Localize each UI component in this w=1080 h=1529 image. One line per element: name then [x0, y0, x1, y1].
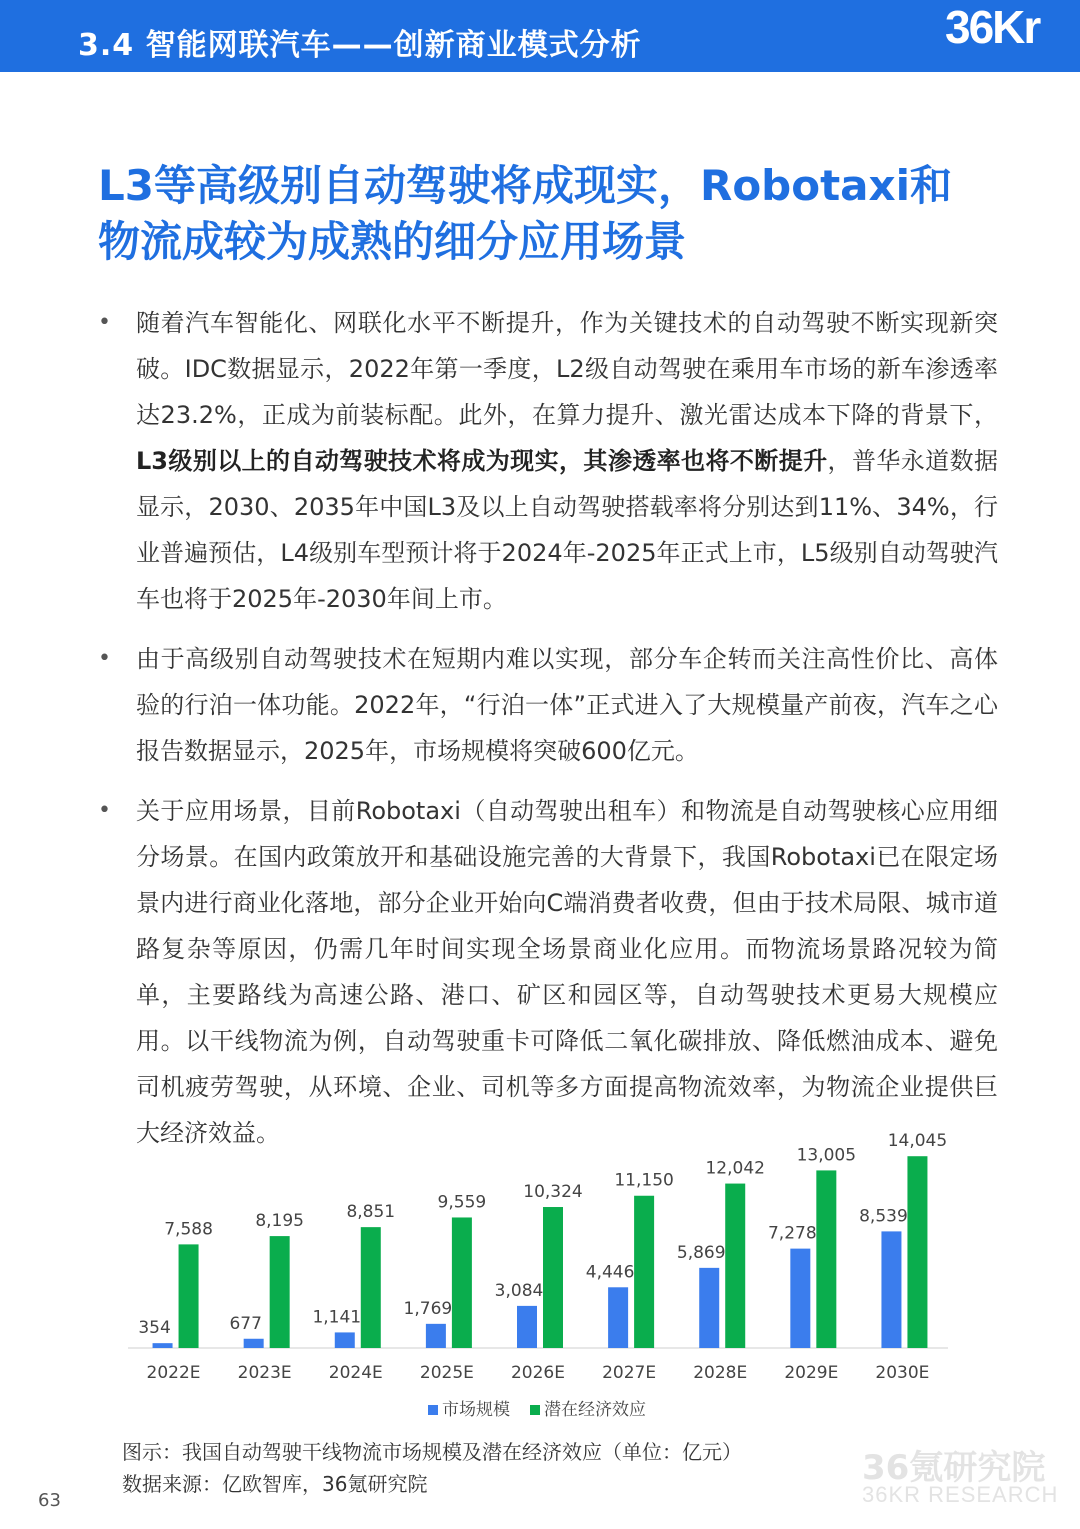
page-number: 63 [38, 1490, 61, 1511]
data-label: 13,005 [796, 1145, 857, 1166]
bar-market-size [335, 1332, 355, 1348]
bullet-dot-icon: • [98, 646, 111, 671]
bar-market-size [881, 1231, 901, 1348]
caption-title: 图示：我国自动驾驶干线物流市场规模及潜在经济效应（单位：亿元） [122, 1440, 742, 1464]
data-label: 14,045 [887, 1131, 948, 1152]
bar-economic-effect [543, 1207, 563, 1348]
x-tick-label: 2028E [693, 1363, 748, 1383]
section-title: 3.4 智能网联汽车——创新商业模式分析 [78, 28, 642, 63]
caption-source: 数据来源：亿欧智库，36氪研究院 [122, 1472, 428, 1496]
bar-economic-effect [179, 1244, 199, 1348]
x-tick-label: 2030E [875, 1363, 930, 1383]
data-label: 1,769 [403, 1298, 453, 1319]
data-label: 1,141 [312, 1307, 362, 1328]
bar-economic-effect [725, 1184, 745, 1348]
bar-chart [98, 1130, 978, 1440]
page-heading [98, 158, 998, 270]
bullet-item [98, 788, 998, 1156]
bullet-item [98, 636, 998, 774]
legend-label: 市场规模 [442, 1400, 510, 1420]
x-tick-label: 2025E [419, 1363, 474, 1383]
bar-economic-effect [816, 1170, 836, 1348]
bullet-dot-icon: • [98, 798, 111, 823]
bar-economic-effect [452, 1217, 472, 1348]
x-tick-label: 2027E [602, 1363, 657, 1383]
bar-economic-effect [907, 1156, 927, 1348]
x-tick-label: 2029E [784, 1363, 839, 1383]
bar-market-size [608, 1287, 628, 1348]
data-label: 12,042 [705, 1158, 765, 1179]
data-label: 8,539 [859, 1206, 908, 1227]
x-tick-label: 2022E [146, 1363, 201, 1383]
x-tick-label: 2026E [510, 1363, 566, 1383]
data-label: 7,278 [767, 1223, 817, 1244]
x-tick-label: 2024E [328, 1363, 383, 1383]
legend-label: 潜在经济效应 [544, 1400, 646, 1420]
bar-economic-effect [634, 1196, 654, 1348]
figure-caption [122, 1436, 742, 1500]
heading-line-2: 物流成较为成熟的细分应用场景 [98, 217, 687, 266]
data-label: 8,851 [346, 1202, 396, 1223]
data-label: 7,588 [164, 1219, 213, 1240]
data-label: 677 [229, 1313, 262, 1334]
bar-market-size [153, 1343, 173, 1348]
bar-market-size [426, 1324, 446, 1348]
bar-economic-effect [361, 1227, 381, 1348]
bar-market-size [699, 1268, 719, 1348]
data-label: 10,324 [523, 1182, 583, 1203]
heading-line-1: L3等高级别自动驾驶将成现实，Robotaxi和 [98, 161, 953, 210]
data-label: 9,559 [437, 1192, 487, 1213]
data-label: 11,150 [614, 1170, 674, 1191]
watermark-cn: 36氪研究院 [862, 1448, 1046, 1488]
bar-market-size [244, 1339, 264, 1348]
data-label: 4,446 [585, 1262, 635, 1283]
data-label: 354 [138, 1318, 171, 1339]
bullet-item [98, 300, 998, 622]
data-label: 3,084 [494, 1280, 544, 1301]
watermark-en: 36KR RESEARCH [862, 1482, 1059, 1507]
bar-market-size [517, 1306, 537, 1348]
bar-economic-effect [270, 1236, 290, 1348]
bullet-dot-icon: • [98, 310, 111, 335]
brand-logo: 36Kr [945, 1, 1040, 53]
data-label: 8,195 [255, 1211, 305, 1232]
x-tick-label: 2023E [237, 1363, 292, 1383]
bullet-text: 关于应用场景，目前Robotaxi（自动驾驶出租车）和物流是自动驾驶核心应用细分场景。在国内政策放开和基础设施完善的大背景下，我国Robotaxi已在限定场景内进行商业化落地，部分企业开始向C端消费者收费，但由于技术局限、城市道路复杂等原因，仍需几年时间实现全场景商业化应用。而物流场景路况较为简单，主要路线为高速公路、港口、矿区和园区等，自动驾驶技术更易大规模应用。以干线物流为例，自动驾驶重卡可降低二氧化碳排放、降低燃油成本、避免司机疲劳驾驶，从环境、企业、司机等多方面提高物流效率，为物流企业提供巨大经济效益。 [136, 797, 998, 1147]
bullet-list [98, 300, 998, 1170]
legend-swatch [428, 1405, 438, 1415]
bullet-text: 由于高级别自动驾驶技术在短期内难以实现，部分车企转而关注高性价比、高体验的行泊一体功能。2022年，“行泊一体”正式进入了大规模量产前夜，汽车之心报告数据显示，2025年，市场规模将突破600亿元。 [136, 645, 998, 765]
data-label: 5,869 [676, 1242, 726, 1263]
bar-market-size [790, 1249, 810, 1348]
top-banner [0, 0, 1080, 72]
legend-swatch [530, 1405, 540, 1415]
bullet-text: 随着汽车智能化、网联化水平不断提升，作为关键技术的自动驾驶不断实现新突破。IDC数据显示，2022年第一季度，L2级自动驾驶在乘用车市场的新车渗透率达23.2%，正成为前装标配。此外，在算力提升、激光雷达成本下降的背景下，L3级别以上的自动驾驶技术将成为现实，其渗透率也将不断提升，普华永道数据显示，2030、2035年中国L3及以上自动驾驶搭载率将分别达到11%、34%，行业普遍预估，L4级别车型预计将于2024年-2025年正式上市，L5级别自动驾驶汽车也将于2025年-2030年间上市。 [136, 309, 999, 613]
